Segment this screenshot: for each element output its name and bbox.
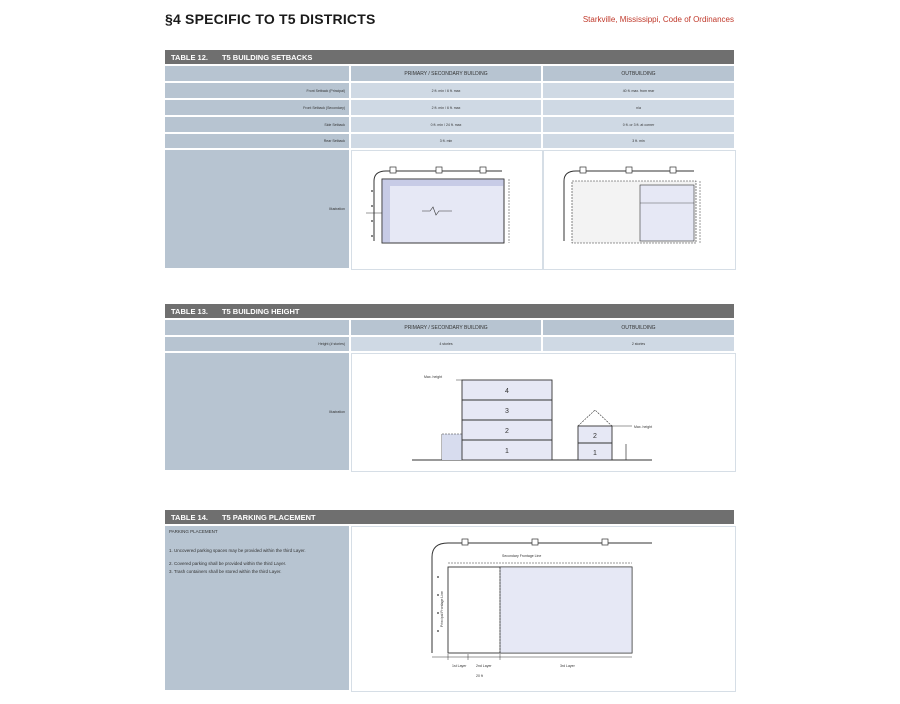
floor-label: 2 <box>505 428 509 435</box>
table-12-header <box>165 50 734 64</box>
floor-label: 3 <box>505 408 509 415</box>
frontage-top-label: Secondary Frontage Line <box>502 554 542 558</box>
table-row-label: Height (# stories) <box>165 337 349 351</box>
table-12-col1-header: PRIMARY / SECONDARY BUILDING <box>351 66 541 81</box>
table-13-col1-header: PRIMARY / SECONDARY BUILDING <box>351 320 541 335</box>
table-row-label: Side Setback <box>165 117 349 132</box>
table-12-number: TABLE 12. <box>171 52 208 62</box>
parking-note: 2. Covered parking shall be provided within the third Layer. <box>169 561 287 566</box>
table-14-name: T5 PARKING PLACEMENT <box>221 512 316 522</box>
table-14-number: TABLE 14. <box>171 512 208 522</box>
floor-label: 4 <box>505 388 509 395</box>
page-title: §4 SPECIFIC TO T5 DISTRICTS <box>165 11 376 27</box>
table-cell: 40 ft. max. from rear <box>543 83 734 98</box>
max-height-label-main: Max. height <box>424 375 443 379</box>
table-14-header <box>165 510 734 524</box>
layer-label: 1st Layer <box>452 664 467 668</box>
table-cell: n/a <box>543 100 734 115</box>
table-cell: 2 ft. min / 6 ft. max <box>351 83 541 98</box>
max-height-label-out: Max. height <box>634 425 653 429</box>
table-13 <box>165 304 734 470</box>
dimension-label: 20 ft <box>476 674 483 678</box>
parking-note: 3. Trash containers shall be stored within the third Layer. <box>169 569 282 574</box>
table-cell: 3 ft. min <box>351 134 541 148</box>
parking-note: 1. Uncovered parking spaces may be provided within the third Layer. <box>169 548 306 553</box>
table-cell: 4 stories <box>351 337 541 351</box>
floor-label: 1 <box>505 448 509 455</box>
table-cell: 0 ft. or 3 ft. at corner <box>543 117 734 132</box>
setback-diagram-primary <box>352 151 540 267</box>
table-cell: 0 ft. min / 24 ft. max <box>351 117 541 132</box>
floor-label: 1 <box>593 450 597 457</box>
table-13-number: TABLE 13. <box>171 306 208 316</box>
layer-label: 2nd Layer <box>476 664 492 668</box>
parking-notes-panel <box>165 526 349 690</box>
table-cell: 2 ft. min / 6 ft. max <box>351 100 541 115</box>
table-cell: 2 stories <box>543 337 734 351</box>
table-13-col2-header: OUTBUILDING <box>543 320 734 335</box>
illustration-label: Illustration <box>165 150 349 268</box>
layer-label: 3rd Layer <box>560 664 575 668</box>
parking-illustration <box>351 526 736 692</box>
table-14 <box>165 510 734 690</box>
frontage-side-label: Principal Frontage Line <box>440 591 444 627</box>
parking-diagram <box>352 527 733 689</box>
parking-subhead: PARKING PLACEMENT <box>169 529 218 534</box>
table-12-corner <box>165 66 349 81</box>
height-illustration <box>351 353 736 472</box>
height-diagram <box>352 354 733 469</box>
table-13-name: T5 BUILDING HEIGHT <box>221 306 300 316</box>
table-13-corner <box>165 320 349 335</box>
setback-diagram-outbuilding <box>544 151 733 267</box>
table-12-name: T5 BUILDING SETBACKS <box>221 52 313 62</box>
table-cell: 3 ft. min <box>543 134 734 148</box>
illustration-label: Illustration <box>165 353 349 470</box>
floor-label: 2 <box>593 433 597 440</box>
source-citation: Starkville, Mississippi, Code of Ordinances <box>582 15 734 24</box>
setback-illustration-outbuilding <box>543 150 736 270</box>
table-12-col2-header: OUTBUILDING <box>543 66 734 81</box>
table-row-label: Rear Setback <box>165 134 349 148</box>
setback-illustration-primary <box>351 150 543 270</box>
table-12 <box>165 50 734 270</box>
table-row-label: Front Setback (Principal) <box>165 83 349 98</box>
table-row-label: Front Setback (Secondary) <box>165 100 349 115</box>
table-13-header <box>165 304 734 318</box>
